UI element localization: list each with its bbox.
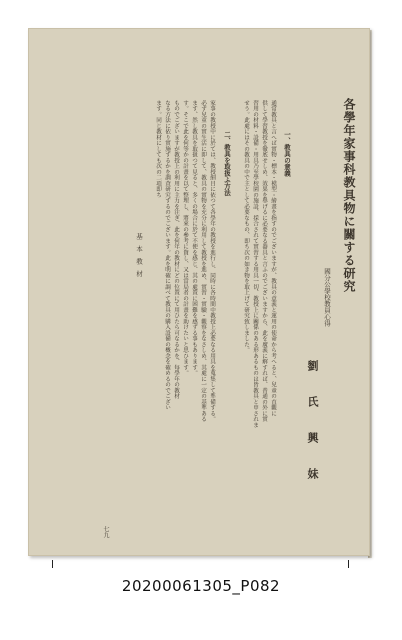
section-2-line: ます。同じ教材にしても次の二項即ち bbox=[155, 100, 161, 198]
section-2-line: 家事の教授中に於ては、教授細目に依つて各學年の教授を進行し、同時に各時間中教授上必要なる用具を蒐集して準備する。 bbox=[209, 100, 215, 422]
footer-label: 基本教材 bbox=[135, 233, 143, 283]
section-heading-1: 一、教具の意義 bbox=[283, 131, 291, 177]
author-affiliation: 國分公學校教員心得 bbox=[323, 268, 331, 327]
section-2-line: ものでございますが教授上の利用に主力を注ぎ、此を何年の教材にどの位置にて用ひたら可なるかを、每學年の教材 bbox=[173, 100, 179, 399]
section-1-line: せう。此處にはその教具の中で主として必要なもの、即ち次の如き物を取上げて研究致しました。 bbox=[243, 100, 249, 353]
article-title: 各學年家事科教具物に關する研究 bbox=[342, 98, 356, 293]
image-caption: 20200061305_P082 bbox=[121, 577, 281, 595]
scanned-page bbox=[28, 28, 370, 556]
section-2-line: なる方法に依り實施するかを調査研究するのでございます。此を明確に調べて教具の購入設備の概念を確めるのでござい bbox=[164, 100, 170, 411]
section-2-line: ます、然し教具を取扱つて見ると、多くの場合に於て不便を感じ、其の處置に困難を感ずる事もあります。 bbox=[191, 100, 197, 376]
section-heading-2: 二、教具を取扱ふ方法 bbox=[223, 131, 231, 196]
section-1-line: 供して學習教授を徹底せしめ、效果を舉げるに必要なる器具と言ふのでございますから、此を廣義に解すれば、普通の外に實 bbox=[261, 100, 267, 422]
section-2-line: す。そこで此を何等かの計畫を以て整理し、將來の參考に資し、又は當局者の計畫を助けたいと思ひます。 bbox=[182, 100, 188, 376]
section-1-line: 通常教具と言へば實物・標本・模型・繪畫を指すのでございますが、教具の意義と運用の使命から考へると、兒童の直觀に bbox=[270, 100, 276, 417]
author-name: 劉 氏 興 妹 bbox=[306, 360, 319, 486]
page-number: 七九 bbox=[102, 526, 109, 538]
section-2-line: 必ず兒童の實生活に即して、教具の實物を充分に利用して教授を進め、實習・實驗・觀察をなさしめ、其處に一定の基準ある bbox=[200, 100, 206, 422]
ruler-tick bbox=[348, 560, 349, 568]
section-1-line: 習用の材料・設備・用具乃至學校園の施設、採合されて實習する用具一切、教授上に關係のある形あるものは皆教具と申されま bbox=[252, 100, 258, 428]
ruler-tick bbox=[52, 560, 53, 568]
